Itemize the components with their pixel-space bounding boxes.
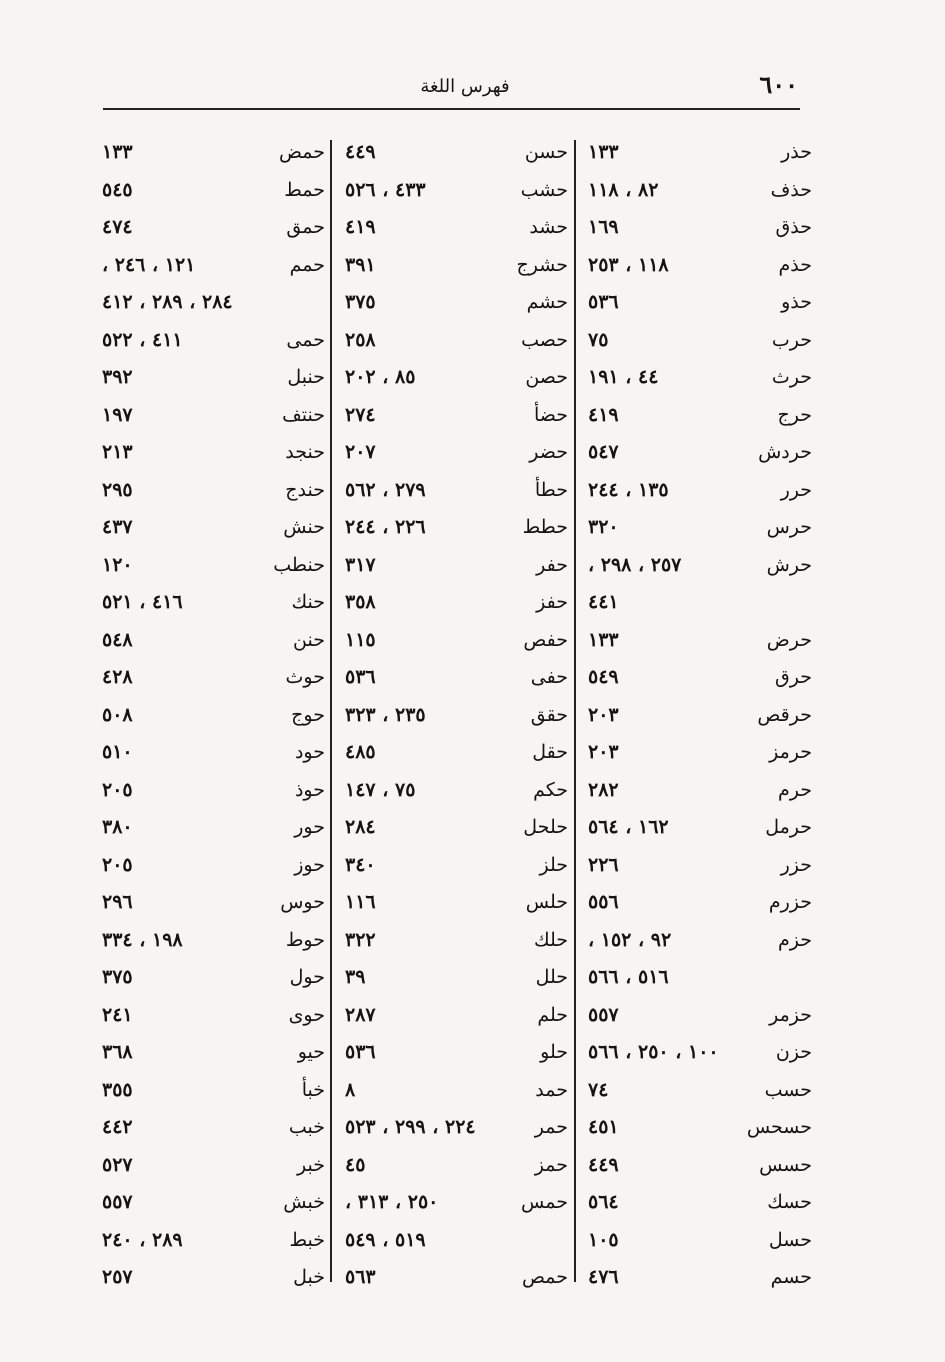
index-entry <box>586 585 812 623</box>
entry-word: حذف <box>770 178 812 201</box>
entry-word: حرش <box>766 553 812 576</box>
index-entry <box>343 510 568 548</box>
entry-pages: ٥٥٧ <box>588 1003 619 1026</box>
entry-word: حصب <box>521 328 568 351</box>
entry-pages: ١٢٠ <box>102 553 133 576</box>
index-entry <box>586 510 812 548</box>
entry-word: حشم <box>526 291 568 313</box>
entry-word: حمر <box>534 1116 568 1138</box>
entry-pages: ٢٥٧ <box>102 1266 133 1288</box>
index-entry <box>100 360 325 398</box>
index-entry <box>586 248 812 286</box>
entry-pages: ٣٢٢ <box>345 928 376 951</box>
entry-pages: ٢٠٥ <box>102 778 133 801</box>
entry-word: حوط <box>285 928 325 951</box>
entry-pages: ٢٢٤ ، ٢٩٩ ، ٥٢٣ <box>345 1116 476 1138</box>
entry-word: حسل <box>768 1228 812 1251</box>
entry-pages: ٨ <box>345 1078 356 1101</box>
index-entry <box>100 1223 325 1261</box>
entry-word: حفز <box>536 591 568 613</box>
entry-pages: ٥٠٨ <box>102 703 133 726</box>
entry-pages: ٥٤٩ <box>588 666 619 688</box>
entry-word: حمض <box>278 141 325 163</box>
index-entry <box>343 323 568 361</box>
index-entry <box>100 735 325 773</box>
entry-pages: ٢٨٤ ، ٢٨٩ ، ٤١٢ <box>102 291 233 313</box>
entry-word: حرس <box>766 516 812 538</box>
index-entry <box>586 135 812 173</box>
entry-word: حوز <box>294 853 325 876</box>
entry-word: حوث <box>285 666 325 688</box>
entry-word: حنن <box>293 628 325 651</box>
index-entry <box>343 1110 568 1148</box>
entry-pages: ٢٣٥ ، ٣٢٣ <box>345 703 426 726</box>
entry-word: حمص <box>521 1266 568 1288</box>
entry-word: حنجد <box>285 441 325 463</box>
entry-word: حمز <box>534 1153 568 1176</box>
index-entry <box>343 960 568 998</box>
index-entry <box>100 923 325 961</box>
index-entry <box>586 960 812 998</box>
entry-word: حفى <box>530 666 568 688</box>
entry-pages: ٤٤٢ <box>102 1116 133 1138</box>
entry-word: حوس <box>280 891 325 913</box>
entry-word: حلس <box>525 891 568 913</box>
entry-word: حمق <box>286 216 325 238</box>
entry-word: حمم <box>289 253 325 276</box>
index-entry <box>586 773 812 811</box>
column-divider <box>330 140 332 1282</box>
entry-pages: ٢٨٧ <box>345 1003 376 1026</box>
index-entry <box>100 623 325 661</box>
index-entry <box>343 135 568 173</box>
index-entry <box>343 1223 568 1261</box>
entry-pages: ٢٧٤ <box>345 403 376 426</box>
index-entry <box>586 285 812 323</box>
entry-word: حوج <box>291 703 325 726</box>
entry-pages: ٨٥ ، ٢٠٢ <box>345 366 416 388</box>
entry-pages: ٢٥٠ ، ٣١٣ ، <box>345 1191 439 1213</box>
index-entry <box>100 435 325 473</box>
entry-word: حسحس <box>746 1116 812 1138</box>
entry-word: حقل <box>532 741 568 763</box>
entry-word: حذر <box>781 141 812 163</box>
entry-pages: ٥١٦ ، ٥٦٦ <box>588 966 669 988</box>
entry-word: خبأ <box>301 1078 325 1101</box>
entry-pages: ٣٩١ <box>345 253 376 276</box>
entry-pages: ٤٤٩ <box>588 1153 619 1176</box>
entry-pages: ٤٨٥ <box>345 741 376 763</box>
entry-pages: ٥١٠ <box>102 741 133 763</box>
entry-pages: ١٠٠ ، ٢٥٠ ، ٥٦٦ <box>588 1041 719 1063</box>
entry-word: خبط <box>289 1228 325 1251</box>
index-entry <box>586 1260 812 1298</box>
index-entry <box>586 923 812 961</box>
entry-pages: ٣٩ <box>345 966 366 988</box>
entry-pages: ١٩٨ ، ٣٣٤ <box>102 928 183 951</box>
index-entry <box>100 210 325 248</box>
index-entry <box>586 1223 812 1261</box>
index-entry <box>100 323 325 361</box>
index-entry <box>100 173 325 211</box>
entry-word: حيو <box>297 1041 325 1063</box>
entry-word: خبر <box>297 1153 325 1176</box>
entry-pages: ٢٤١ <box>102 1003 133 1026</box>
index-entry <box>343 285 568 323</box>
entry-pages: ١١٦ <box>345 891 376 913</box>
entry-pages: ٥٤٨ <box>102 628 133 651</box>
entry-word: حرم <box>778 778 812 801</box>
entry-pages: ٢٨٤ <box>345 816 376 838</box>
entry-pages: ٧٤ <box>588 1078 609 1101</box>
index-entry <box>100 698 325 736</box>
index-entry <box>100 773 325 811</box>
entry-word: حشرج <box>516 253 568 276</box>
entry-pages: ٢٠٥ <box>102 853 133 876</box>
entry-word: حرق <box>775 666 812 688</box>
entry-word: حنتف <box>282 403 325 426</box>
entry-pages: ٤٤ ، ١٩١ <box>588 366 659 388</box>
entry-pages: ١٣٣ <box>588 628 619 651</box>
index-entry <box>586 1035 812 1073</box>
entry-pages: ٥١٩ ، ٥٤٩ <box>345 1228 426 1251</box>
entry-word: حطط <box>522 516 568 538</box>
entry-word: حلم <box>537 1003 568 1026</box>
index-entry <box>100 848 325 886</box>
entry-pages: ١٩٧ <box>102 403 133 426</box>
entry-word: حرب <box>771 328 812 351</box>
index-entry <box>343 848 568 886</box>
entry-pages: ٣٢٠ <box>588 516 619 538</box>
entry-pages: ٤٣٣ ، ٥٢٦ <box>345 178 426 201</box>
entry-word: حنبل <box>287 366 325 388</box>
entry-pages: ٣٨٠ <box>102 816 133 838</box>
entry-word: حلحل <box>523 816 568 838</box>
entry-word: حود <box>294 741 325 763</box>
index-entry <box>343 1148 568 1186</box>
entry-pages: ١٣٣ <box>588 141 619 163</box>
index-entry <box>343 548 568 586</box>
entry-pages: ١١٨ ، ٢٥٣ <box>588 253 669 276</box>
entry-pages: ١٠٥ <box>588 1228 619 1251</box>
entry-word: حسس <box>759 1153 812 1176</box>
entry-word: حول <box>289 966 325 988</box>
entry-word: حوى <box>288 1003 325 1026</box>
entry-pages: ٤٧٦ <box>588 1266 619 1288</box>
entry-word: حفص <box>523 628 568 651</box>
entry-pages: ٧٥ <box>588 328 609 351</box>
index-entry <box>586 660 812 698</box>
index-entry <box>343 623 568 661</box>
entry-word: حفر <box>536 553 568 576</box>
entry-pages: ١٦٩ <box>588 216 619 238</box>
index-entry <box>343 698 568 736</box>
entry-word: حزر <box>780 853 812 876</box>
entry-word: حلل <box>535 966 568 988</box>
entry-word: حندج <box>285 478 325 501</box>
entry-word: حمى <box>286 328 325 351</box>
entry-word: حصن <box>525 366 568 388</box>
entry-pages: ٢٩٦ <box>102 891 133 913</box>
entry-word: حرقص <box>757 703 812 726</box>
index-entry <box>343 735 568 773</box>
entry-pages: ٢٨٩ ، ٢٤٠ <box>102 1228 183 1251</box>
index-entry <box>586 810 812 848</box>
index-entry <box>100 285 325 323</box>
index-entry <box>586 623 812 661</box>
entry-pages: ١١٥ <box>345 628 376 651</box>
entry-pages: ٥٣٦ <box>588 291 619 313</box>
entry-pages: ٢٢٦ ، ٢٤٤ <box>345 516 426 538</box>
index-entry <box>343 923 568 961</box>
entry-pages: ٥٥٦ <box>588 891 619 913</box>
entry-pages: ٣٧٥ <box>102 966 133 988</box>
entry-pages: ٤٧٤ <box>102 216 133 238</box>
entry-pages: ٤١٩ <box>588 403 619 426</box>
page-number: ٦٠٠ <box>759 70 798 99</box>
index-entry <box>343 1260 568 1298</box>
index-entry <box>586 173 812 211</box>
entry-pages: ٢٨٢ <box>588 778 619 801</box>
entry-pages: ٤١٦ ، ٥٢١ <box>102 591 183 613</box>
index-entry <box>343 398 568 436</box>
entry-word: حقق <box>530 703 568 726</box>
entry-pages: ٢٥٧ ، ٢٩٨ ، <box>588 553 682 576</box>
entry-word: حسك <box>767 1191 812 1213</box>
entry-pages: ٢٧٩ ، ٥٦٢ <box>345 478 426 501</box>
index-entry <box>586 323 812 361</box>
entry-pages: ٣٦٨ <box>102 1041 133 1063</box>
entry-word: حذق <box>775 216 812 238</box>
entry-pages: ٣١٧ <box>345 553 376 576</box>
entry-word: حنك <box>291 591 325 613</box>
entry-word: خبش <box>283 1191 325 1213</box>
entry-pages: ٣٧٥ <box>345 291 376 313</box>
entry-pages: ٢٠٣ <box>588 741 619 763</box>
entry-pages: ٣٥٨ <box>345 591 376 613</box>
entry-pages: ٢٢٦ <box>588 853 619 876</box>
entry-word: حطأ <box>534 478 568 501</box>
index-entry <box>100 998 325 1036</box>
entry-word: حلك <box>533 928 568 951</box>
entry-pages: ١٣٥ ، ٢٤٤ <box>588 478 669 501</box>
entry-word: خبب <box>288 1116 325 1138</box>
entry-pages: ٤٣٧ <box>102 516 133 538</box>
entry-pages: ١٢١ ، ٢٤٦ ، <box>102 253 196 276</box>
index-entry <box>586 210 812 248</box>
index-entry <box>586 548 812 586</box>
index-entry <box>100 1073 325 1111</box>
index-entry <box>100 660 325 698</box>
entry-pages: ٤٤٩ <box>345 141 376 163</box>
entry-pages: ٥٤٥ <box>102 178 133 201</box>
entry-word: حرمز <box>769 741 812 763</box>
entry-pages: ٢٠٣ <box>588 703 619 726</box>
index-entry <box>100 585 325 623</box>
entry-word: حذم <box>778 253 812 276</box>
index-entry <box>100 885 325 923</box>
entry-word: حرمل <box>765 816 812 838</box>
index-entry <box>100 1035 325 1073</box>
entry-word: حمس <box>521 1191 568 1213</box>
entry-word: حرث <box>771 366 812 388</box>
index-entry <box>586 698 812 736</box>
entry-word: حرض <box>766 628 812 651</box>
index-entry <box>100 473 325 511</box>
entry-pages: ٣٥٥ <box>102 1078 133 1101</box>
entry-pages: ٢١٣ <box>102 441 133 463</box>
index-entry <box>586 848 812 886</box>
index-entry <box>343 173 568 211</box>
index-entry <box>343 660 568 698</box>
entry-word: حمد <box>535 1078 568 1101</box>
entry-word: حسن <box>524 141 568 163</box>
index-entry <box>100 248 325 286</box>
entry-pages: ٥٤٧ <box>588 441 619 463</box>
entry-word: خبل <box>293 1266 325 1288</box>
index-entry <box>586 735 812 773</box>
entry-word: حزمر <box>769 1003 812 1026</box>
entry-word: حزن <box>775 1041 812 1063</box>
entry-word: حشب <box>520 178 568 201</box>
index-entry <box>586 473 812 511</box>
index-entry <box>100 1260 325 1298</box>
entry-word: حلو <box>540 1041 568 1063</box>
entry-pages: ٤٥١ <box>588 1116 619 1138</box>
entry-pages: ٧٥ ، ١٤٧ <box>345 778 416 801</box>
index-entry <box>343 435 568 473</box>
index-entry <box>343 1035 568 1073</box>
header-rule <box>103 108 800 110</box>
entry-word: حرج <box>777 403 812 426</box>
entry-pages: ٥٥٧ <box>102 1191 133 1213</box>
entry-word: حمط <box>284 178 325 201</box>
entry-pages: ٥٢٧ <box>102 1153 133 1176</box>
entry-word: حسم <box>770 1266 812 1288</box>
index-entry <box>343 585 568 623</box>
index-entry <box>586 398 812 436</box>
entry-pages: ٢٠٧ <box>345 441 376 463</box>
entry-pages: ٥٦٤ <box>588 1191 619 1213</box>
column-divider <box>574 140 576 1282</box>
entry-pages: ٢٥٨ <box>345 328 376 351</box>
entry-word: حنطب <box>273 553 325 576</box>
entry-pages: ٤٥ <box>345 1153 366 1176</box>
entry-word: حردش <box>758 441 812 463</box>
entry-word: حلز <box>539 853 568 876</box>
entry-word: حضأ <box>533 403 568 426</box>
entry-pages: ١٦٢ ، ٥٦٤ <box>588 816 669 838</box>
index-entry <box>343 473 568 511</box>
entry-pages: ٣٤٠ <box>345 853 376 876</box>
index-entry <box>343 810 568 848</box>
entry-pages: ٣٩٢ <box>102 366 133 388</box>
index-column-middle <box>343 135 568 1298</box>
index-entry <box>586 1110 812 1148</box>
entry-word: حضر <box>529 441 568 463</box>
entry-pages: ١٣٣ <box>102 141 133 163</box>
entry-pages: ٤٤١ <box>588 591 619 613</box>
entry-word: حرر <box>780 478 812 501</box>
entry-word: حنش <box>283 516 325 538</box>
entry-word: حكم <box>533 778 568 801</box>
entry-word: حزم <box>778 928 812 951</box>
entry-word: حزرم <box>768 891 812 913</box>
index-entry <box>100 548 325 586</box>
entry-word: حور <box>294 816 325 838</box>
running-title: فهرس اللغة <box>420 76 510 97</box>
index-entry <box>586 885 812 923</box>
index-entry <box>100 810 325 848</box>
index-entry <box>586 1148 812 1186</box>
index-entry <box>343 360 568 398</box>
entry-pages: ٩٢ ، ١٥٢ ، <box>588 928 672 951</box>
entry-word: حذو <box>781 291 812 313</box>
entry-pages: ٥٣٦ <box>345 666 376 688</box>
index-entry <box>343 998 568 1036</box>
index-entry <box>586 1185 812 1223</box>
index-entry <box>100 1148 325 1186</box>
entry-pages: ٥٣٦ <box>345 1041 376 1063</box>
index-entry <box>343 1185 568 1223</box>
index-entry <box>343 885 568 923</box>
index-entry <box>586 998 812 1036</box>
index-column-left <box>100 135 325 1298</box>
index-entry <box>100 398 325 436</box>
index-entry <box>100 960 325 998</box>
entry-word: حشد <box>529 216 568 238</box>
index-entry <box>586 1073 812 1111</box>
entry-word: حسب <box>764 1078 812 1101</box>
entry-pages: ٤١١ ، ٥٢٢ <box>102 328 183 351</box>
index-entry <box>100 1185 325 1223</box>
index-entry <box>100 510 325 548</box>
entry-word: حوذ <box>294 778 325 801</box>
entry-pages: ٢٩٥ <box>102 478 133 501</box>
entry-pages: ٨٢ ، ١١٨ <box>588 178 659 201</box>
index-entry <box>100 1110 325 1148</box>
index-column-right <box>586 135 812 1298</box>
index-entry <box>586 360 812 398</box>
entry-pages: ٤٢٨ <box>102 666 133 688</box>
index-entry <box>100 135 325 173</box>
index-entry <box>586 435 812 473</box>
entry-pages: ٥٦٣ <box>345 1266 376 1288</box>
entry-pages: ٤١٩ <box>345 216 376 238</box>
index-entry <box>343 248 568 286</box>
index-entry <box>343 1073 568 1111</box>
index-entry <box>343 773 568 811</box>
index-entry <box>343 210 568 248</box>
